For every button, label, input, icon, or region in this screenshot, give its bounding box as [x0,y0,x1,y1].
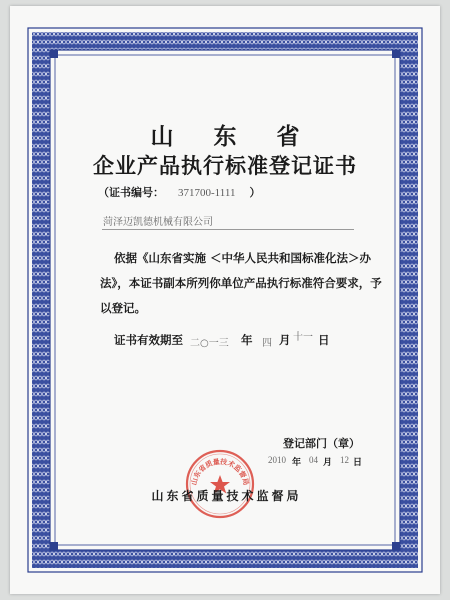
certificate-number-value: 371700-1111 [178,187,236,199]
official-seal [184,448,256,520]
certificate-number [98,184,260,200]
title-province: 山 东 省 [150,123,316,150]
title-main: 企业产品执行标准登记证书 [93,153,357,178]
registration-department: 登记部门（章） [283,437,360,450]
certificate-number-close: ） [249,186,261,199]
company-name: 菏泽迈凯德机械有限公司 [103,217,213,228]
validity-year-unit: 年 [241,333,253,347]
validity-year: 二○一三 [190,338,229,349]
certificate-number-label: （证书编号： [98,186,164,199]
seal-text: 山东省质量技术监督局 [190,457,250,487]
registration-year-unit: 年 [292,458,302,468]
registration-day: 12 [340,455,349,465]
paragraph-line-2: 法》，本证书副本所列你单位产品执行标准符合要求，予 [100,276,382,290]
registration-month: 04 [309,455,318,465]
certificate-paper [10,6,440,594]
certificate-content [10,6,440,594]
validity-month: 四 [262,338,272,349]
registration-year: 2010 [268,455,286,465]
validity-label: 证书有效期至 [114,333,183,347]
validity-day: 十一 [293,332,313,343]
registration-day-unit: 日 [353,458,363,468]
paragraph-line-1: 依据《山东省实施 ＜中华人民共和国标准化法＞办 [114,251,372,265]
registration-month-unit: 月 [323,458,333,468]
validity-month-unit: 月 [279,333,291,347]
validity-day-unit: 日 [318,333,330,347]
issuing-bureau: 山东省质量技术监督局 [151,489,302,503]
company-underline [102,229,354,230]
paragraph-line-3: 以登记。 [100,301,146,315]
